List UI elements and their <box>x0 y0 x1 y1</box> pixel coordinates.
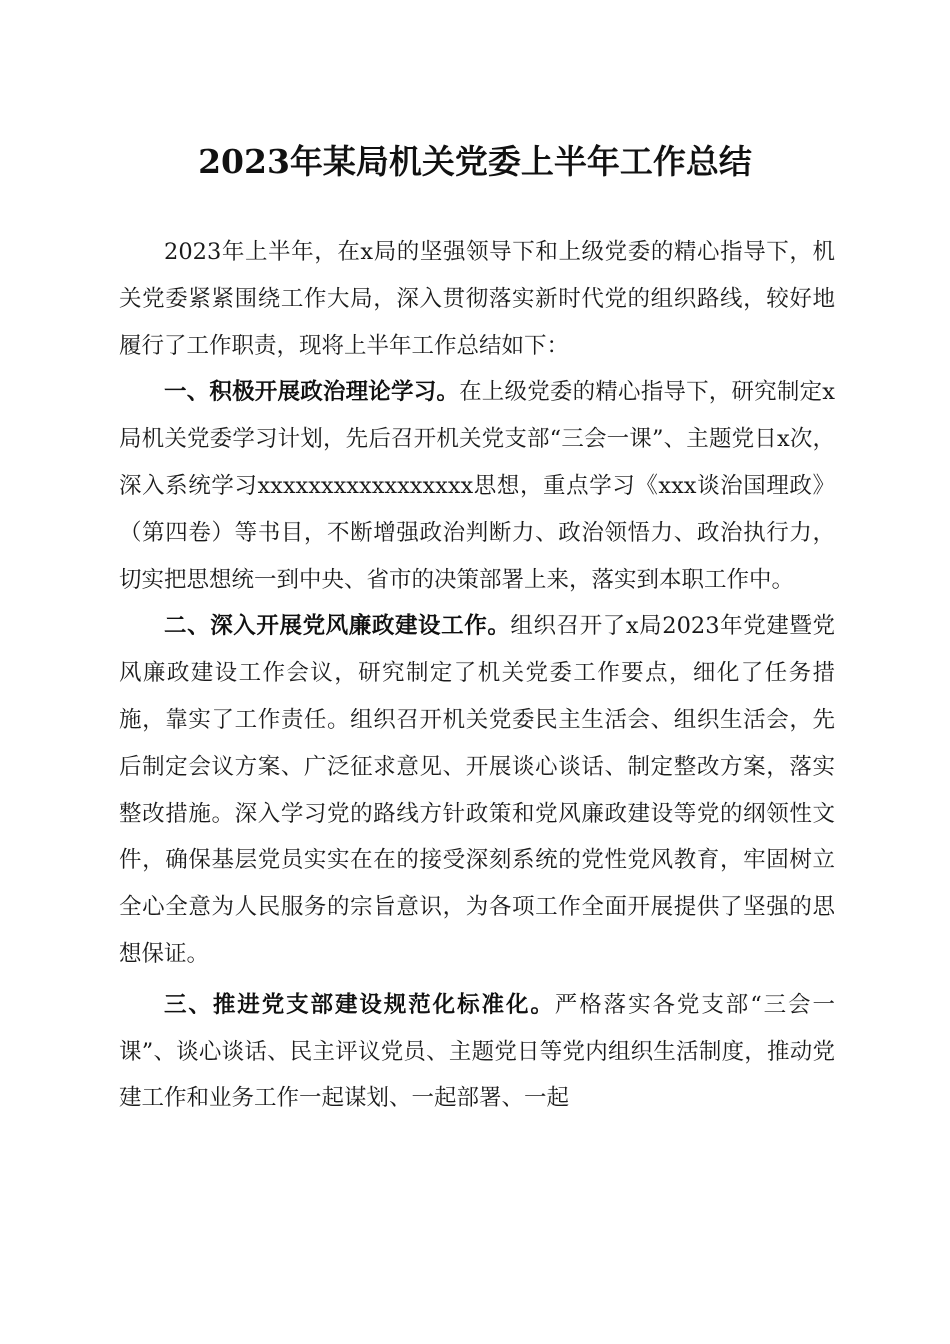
section-1-text: 在上级党委的精心指导下，研究制定x局机关党委学习计划，先后召开机关党支部“三会一课”、主题党日x次，深入系统学习xxxxxxxxxxxxxxxxx思想，重点学习《xxx谈治国理政》（第四卷）等书目，不断增强政治判断力、政治领悟力、政治执行力，切实把思想统一到中央、省市的决策部署上来，落实到本职工作中。 <box>119 379 835 593</box>
section-2-heading: 二、深入开展党风廉政建设工作。 <box>164 613 511 640</box>
section-3-paragraph <box>119 982 835 1122</box>
intro-paragraph <box>119 229 835 369</box>
intro-text: 2023年上半年，在x局的坚强领导下和上级党委的精心指导下，机关党委紧紧围绕工作大局，深入贯彻落实新时代党的组织路线，较好地履行了工作职责，现将上半年工作总结如下： <box>119 239 835 359</box>
section-3-text: 严格落实各党支部“三会一课”、谈心谈话、民主评议党员、主题党日等党内组织生活制度，推动党建工作和业务工作一起谋划、一起部署、一起 <box>119 991 835 1112</box>
section-3-heading: 三、推进党支部建设规范化标准化。 <box>164 991 555 1018</box>
section-2-paragraph <box>119 603 835 977</box>
document-body <box>119 229 835 1122</box>
section-2-text: 组织召开了x局2023年党建暨党风廉政建设工作会议，研究制定了机关党委工作要点，细化了任务措施，靠实了工作责任。组织召开机关党委民主生活会、组织生活会，先后制定会议方案、广泛征求意见、开展谈心谈话、制定整改方案，落实整改措施。深入学习党的路线方针政策和党风廉政建设等党的纲领性文件，确保基层党员实实在在的接受深刻系统的党性党风教育，牢固树立全心全意为人民服务的宗旨意识，为各项工作全面开展提供了坚强的思想保证。 <box>119 613 835 967</box>
document-title: 2023年某局机关党委上半年工作总结 <box>198 142 752 181</box>
section-1-paragraph <box>119 369 835 603</box>
section-1-heading: 一、积极开展政治理论学习。 <box>164 379 460 406</box>
